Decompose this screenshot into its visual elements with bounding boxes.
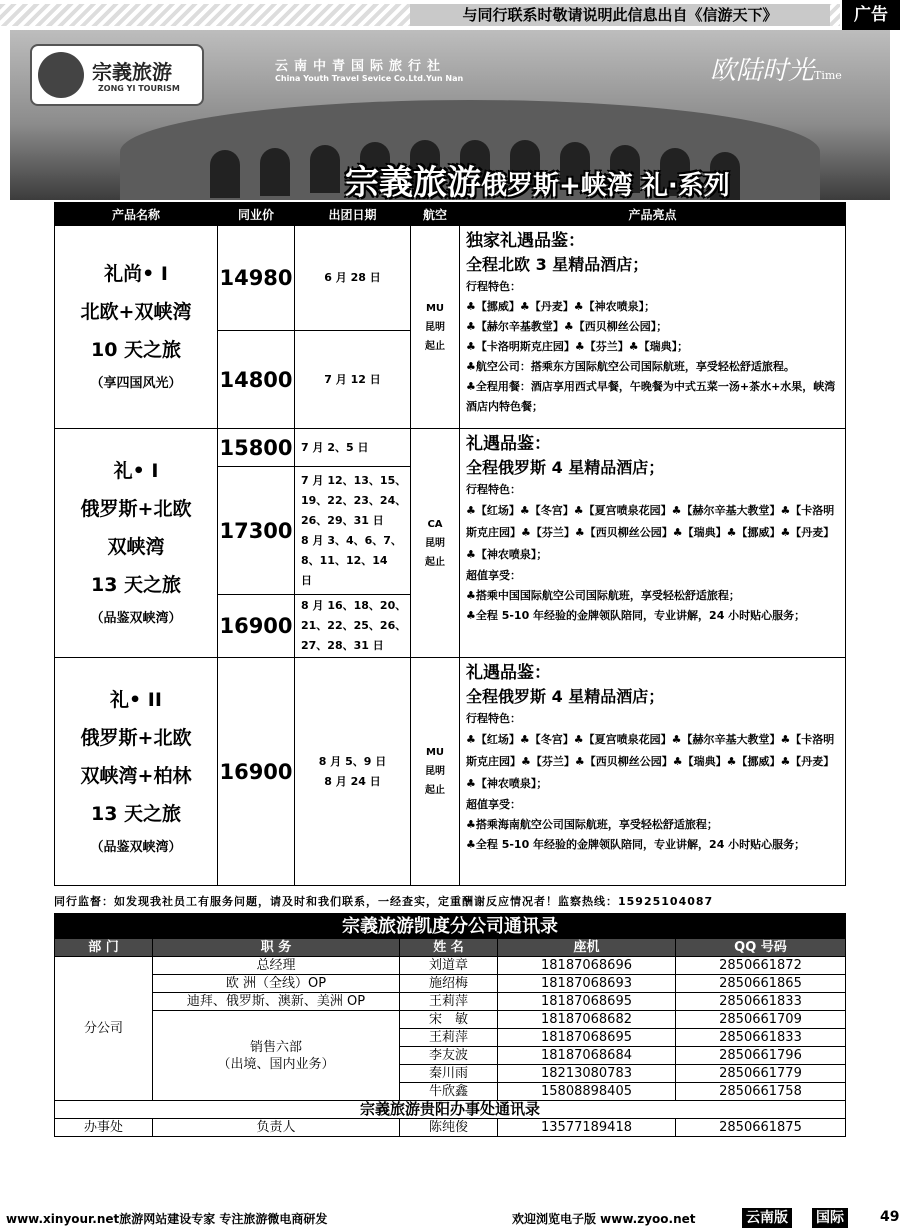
airline: MU 昆明 起止 [411, 658, 460, 886]
ad-tag: 广告 [842, 0, 900, 30]
table-header-row [55, 203, 846, 226]
guiyang-title: 宗義旅游贵阳办事处通讯录 [55, 1101, 846, 1119]
product-highlights: 礼遇品鉴： 全程俄罗斯 4 星精品酒店； 行程特色： ♣【红场】♣【冬宫】♣【夏宫喷泉花园】♣【赫尔辛基大教堂】♣【卡洛明斯克庄园】♣【芬兰】♣【西贝柳丝公园】♣【瑞典】♣【挪威】♣【丹麦】♣【神农喷泉】； 超值享受： ♣搭乘海南航空公司国际航班，享受轻松舒适旅程； ♣全程 5-10 年经验的金牌领队陪同，专业讲解，24 小时贴心服务； [460, 658, 846, 886]
price: 16900 [218, 658, 295, 886]
table-row: 李友波 18187068684 2850661796 [55, 1047, 846, 1065]
price: 17300 [218, 467, 295, 595]
header-airline: 航空 [411, 203, 460, 226]
headline-sub: 俄罗斯+峡湾 礼·系列 [481, 171, 730, 200]
table-row: 王莉萍 18187068695 2850661833 [55, 1029, 846, 1047]
table-row: 牛欣鑫 15808898405 2850661758 [55, 1083, 846, 1101]
top-banner [0, 0, 900, 30]
footprint-icon [38, 52, 84, 98]
banner-notice: 与同行联系时敬请说明此信息出自《信游天下》 [410, 4, 830, 26]
slogan: 欧陆时光Time [710, 56, 842, 86]
header-qq: QQ 号码 [676, 939, 846, 957]
price: 15800 [218, 429, 295, 467]
header-phone: 座机 [498, 939, 676, 957]
directory-title: 宗義旅游凯度分公司通讯录 [55, 914, 846, 939]
table-row: 欧 洲（全线）OP 施绍梅 18187068693 2850661865 [55, 975, 846, 993]
departure-dates: 7 月 12 日 [295, 331, 411, 429]
product-table [54, 202, 846, 886]
header-product: 产品名称 [55, 203, 218, 226]
logo-name: 宗義旅游 [92, 60, 172, 84]
price: 16900 [218, 595, 295, 658]
footer-left: www.xinyour.net旅游网站建设专家 专注旅游微电商研发 [6, 1212, 328, 1226]
header-name: 姓 名 [400, 939, 498, 957]
hero-image [10, 30, 890, 200]
supervision-notice: 同行监督：如发现我社员工有服务问题，请及时和我们联系，一经查实，定重酬谢反应情况者！监察热线：15925104087 [54, 895, 714, 908]
product-highlights: 独家礼遇品鉴： 全程北欧 3 星精品酒店； 行程特色： ♣【挪威】♣【丹麦】♣【神农喷泉】； ♣【赫尔辛基教堂】♣【西贝柳丝公园】； ♣【卡洛明斯克庄园】♣【芬兰】♣【瑞典】； ♣航空公司：搭乘东方国际航空公司国际航班，享受轻松舒适旅程。 ♣全程用餐：酒店享用西式早餐，午晚餐为中式五菜一汤+茶水+水果，峡湾酒店内特色餐； [460, 226, 846, 429]
product-name: 礼尚• I 北欧+双峡湾 10 天之旅 （享四国风光） [55, 226, 218, 429]
page-footer [0, 1206, 900, 1230]
page-number: 49 [880, 1209, 900, 1225]
table-row: 迪拜、俄罗斯、澳新、美洲 OP 王莉萍 18187068695 2850661833 [55, 993, 846, 1011]
agency-logo [225, 55, 463, 83]
section-badge: 国际 [812, 1208, 848, 1228]
agency-name-en: China Youth Travel Sevice Co.Ltd.Yun Nan [275, 74, 464, 83]
headline-brand: 宗義旅游 [345, 163, 481, 200]
header-price: 同业价 [218, 203, 295, 226]
departure-dates: 7 月 2、5 日 [295, 429, 411, 467]
footer-right: 欢迎浏览电子版 www.zyoo.net [512, 1212, 696, 1226]
departure-dates: 7 月 12、13、15、 19、22、23、24、 26、29、31 日 8 月 3、4、6、7、 8、11、12、14 日 [295, 467, 411, 595]
product-name: 礼• I 俄罗斯+北欧 双峡湾 13 天之旅 （品鉴双峡湾） [55, 429, 218, 658]
header-dept: 部 门 [55, 939, 153, 957]
header-role: 职 务 [153, 939, 400, 957]
headline [345, 155, 730, 200]
airline: CA 昆明 起止 [411, 429, 460, 658]
company-logo [30, 44, 204, 106]
sales-role-cell: 销售六部 （出境、国内业务） [153, 1011, 400, 1101]
table-row [55, 226, 846, 331]
product-name: 礼• II 俄罗斯+北欧 双峡湾+柏林 13 天之旅 （品鉴双峡湾） [55, 658, 218, 886]
agency-name-cn: 云南中青国际旅行社 [275, 59, 447, 74]
logo-en: ZONG YI TOURISM [98, 84, 180, 93]
table-row [55, 658, 846, 886]
price: 14980 [218, 226, 295, 331]
directory-table [54, 913, 846, 1137]
departure-dates: 8 月 5、9 日 8 月 24 日 [295, 658, 411, 886]
table-row: 秦川雨 18213080783 2850661779 [55, 1065, 846, 1083]
table-row: 销售六部 （出境、国内业务） 宋 敏 18187068682 2850661709 [55, 1011, 846, 1029]
airline: MU 昆明 起止 [411, 226, 460, 429]
table-row [55, 429, 846, 467]
edition-badge: 云南版 [742, 1208, 792, 1228]
table-row: 分公司 总经理 刘道章 18187068696 2850661872 [55, 957, 846, 975]
product-highlights: 礼遇品鉴： 全程俄罗斯 4 星精品酒店； 行程特色： ♣【红场】♣【冬宫】♣【夏宫喷泉花园】♣【赫尔辛基大教堂】♣【卡洛明斯克庄园】♣【芬兰】♣【西贝柳丝公园】♣【瑞典】♣【挪威】♣【丹麦】♣【神农喷泉】； 超值享受： ♣搭乘中国国际航空公司国际航班，享受轻松舒适旅程； ♣全程 5-10 年经验的金牌领队陪同，专业讲解，24 小时贴心服务； [460, 429, 846, 658]
departure-dates: 6 月 28 日 [295, 226, 411, 331]
directory-header-row [55, 939, 846, 957]
table-row: 办事处 负责人 陈纯俊 13577189418 2850661875 [55, 1119, 846, 1137]
header-highlights: 产品亮点 [460, 203, 846, 226]
departure-dates: 8 月 16、18、20、 21、22、25、26、 27、28、31 日 [295, 595, 411, 658]
header-dates: 出团日期 [295, 203, 411, 226]
price: 14800 [218, 331, 295, 429]
dept-cell: 分公司 [55, 957, 153, 1101]
